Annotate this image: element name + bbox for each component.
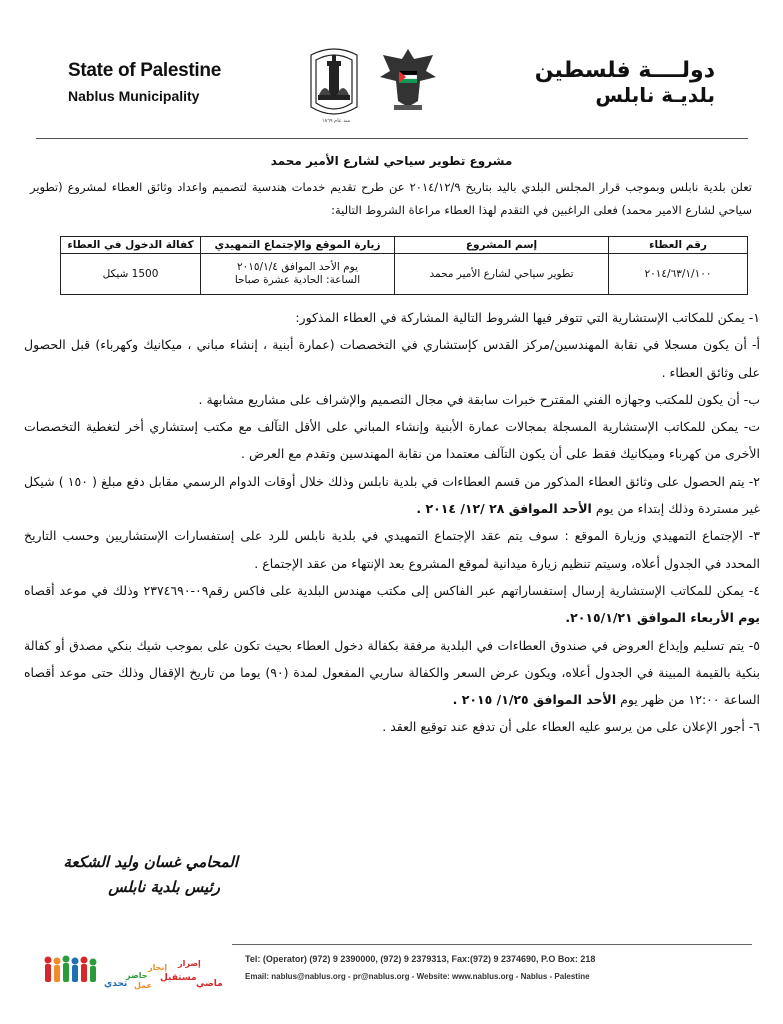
condition-1b: ب- أن يكون للمكتب وجهازه الفني المقترح خبرات سابقة في مجال التصميم والإشراف على مشاريع مشابهة . — [198, 391, 760, 407]
col-tender-number: رقم العطاء — [609, 237, 748, 254]
condition-3: ٣- الإجتماع التمهيدي وزيارة الموقع : سوف يتم عقد الإجتماع التمهيدي في بلدية نابلس للرد على إستفسارات الإستشاريين وحسب التاريخ المحدد في الجدول أعلاه، وسيتم تنظيم زيارة ميدانية لموقع المشروع بعد الإنتهاء من عقد الإجتماع . — [24, 528, 760, 571]
slogan-people-logo — [38, 952, 223, 992]
cell-site-visit — [201, 254, 395, 295]
palestine-eagle-emblem — [378, 45, 438, 115]
condition-4-date: يوم الأربعاء الموافق ٢٠١٥/١/٢١. — [565, 610, 760, 626]
slogan-word-future: مستقبل — [160, 973, 197, 983]
people-figures-icon — [45, 956, 97, 983]
signatory-name: المحامي غسان وليد الشكعة — [63, 853, 238, 871]
slogan-word-persistence: إصرار — [178, 959, 201, 968]
slogan-word-past: ماضي — [196, 979, 223, 989]
site-visit-time: الساعة: الحادية عشرة صباحا — [234, 274, 361, 286]
condition-1: ١- يمكن للمكاتب الإستشارية التي تتوفر فيها الشروط التالية المشاركة في العطاء المذكور: — [295, 310, 760, 325]
condition-1a: أ- أن يكون مسجلا في نقابة المهندسين/مركز القدس كإستشاري في التخصصات (عمارة أبنية ، إنشاء مباني ، ميكانيك وكهرباء) قبل الحصول على وثائق العطاء . — [24, 337, 760, 380]
slogan-word-challenge: تحدي — [104, 979, 128, 989]
intro-paragraph: تعلن بلدية نابلس وبموجب قرار المجلس البلدي باليد بتاريخ ٢٠١٤/١٢/٩ عن طرح تقديم خدمات هندسية لتصميم واعداد وثائق العطاء لمشروع (تطوير سياحي لشارع الامير محمد) فعلى الراغبين في التقدم لهذا العطاء مراعاة الشروط التالية: — [30, 180, 752, 217]
slogan-word-present: حاضر — [126, 971, 148, 980]
document-title: مشروع تطوير سياحي لشارع الأمير محمد — [270, 154, 513, 168]
condition-4 — [24, 577, 760, 632]
table-row — [61, 254, 748, 295]
header-english — [68, 60, 268, 104]
signature-block — [38, 850, 238, 900]
municipality-name-ar: بلديـة نابلس — [595, 83, 715, 107]
municipality-name-en: Nablus Municipality — [68, 88, 200, 104]
slogan-word-work: عمل — [134, 981, 152, 990]
tender-table — [60, 236, 748, 295]
condition-1c: ت- يمكن للمكاتب الإستشارية المسجلة بمجالات عمارة الأبنية وإنشاء المباني على الأقل التآلف مع مكتب إستشاري أخر لتغطية التخصصات الأخرى من كهرباء وميكانيك فقط على أن يكون التآلف معتمدا من نقابة المهندسين وتقدم مع العرض . — [24, 419, 760, 462]
condition-5-date: الأحد الموافق ١/٢٥/ ٢٠١٥ . — [452, 692, 617, 708]
signatory-position: رئيس بلدية نابلس — [108, 878, 220, 896]
condition-5 — [24, 632, 760, 714]
condition-2-date: الأحد الموافق ٢٨ /١٢/ ٢٠١٤ . — [416, 501, 592, 517]
table-header-row — [61, 237, 748, 254]
conditions-section — [24, 304, 760, 741]
col-bond: كفالة الدخول في العطاء — [61, 237, 201, 254]
nablus-seal-logo — [305, 45, 363, 123]
cell-bond: 1500 شيكل — [61, 254, 201, 295]
footer-contact-web: Email: nablus@nablus.org - pr@nablus.org - Website: www.nablus.org - Nablus - Palestine — [245, 972, 590, 981]
footer-contact-phone: Tel: (Operator) (972) 9 2390000, (972) 9 2379313, Fax:(972) 9 2374690, P.O Box: 218 — [245, 954, 596, 964]
cell-tender-number: ٢٠١٤/٦٣/١/١٠٠ — [609, 254, 748, 295]
header-divider — [36, 138, 748, 139]
col-project-name: إسم المشروع — [395, 237, 609, 254]
state-name-en: State of Palestine — [68, 60, 221, 81]
cell-project-name: تطوير سياحي لشارع الأمير محمد — [395, 254, 609, 295]
slogan-word-achievement: إنجاز — [148, 963, 168, 972]
state-name-ar: دولــــة فلسطين — [534, 58, 715, 83]
condition-4-text: ٤- يمكن للمكاتب الإستشارية إرسال إستفساراتهم عبر الفاكس إلى مكتب مهندس البلدية على فاكس رقم٠٩-٢٣٧٤٦٩٠ وذلك في موعد أقصاه — [24, 582, 760, 598]
col-site-visit: زيارة الموقع والإجتماع التمهيدي — [201, 237, 395, 254]
site-visit-date: يوم الأحد الموافق ٢٠١٥/١/٤ — [237, 261, 358, 273]
footer-divider — [232, 944, 752, 945]
condition-5-text: ٥- يتم تسليم وإيداع العروض في صندوق العطاءات في البلدية مرفقة بكفالة دخول العطاء بحيث تكون على بموجب شيك بنكي مصدق أو كفالة بنكية بالقيمة المبينة في الجدول أعلاه، ويكون عرض السعر والكفالة ساريي المفعول لمدة (٩٠) يوما من تاريخ الإقفال وذلك حتى موعد أقصاه الساعة ١٢:٠٠ من ظهر يوم — [24, 637, 760, 708]
condition-2 — [24, 468, 760, 523]
seal-caption: منذ عام ١٨٦٩ — [321, 118, 351, 124]
condition-2-text: ٢- يتم الحصول على وثائق العطاء المذكور من قسم العطاءات في بلدية نابلس وذلك خلال أوقات الدوام الرسمي مقابل دفع مبلغ ( ١٥٠ ) شيكل غير مستردة وذلك إبتداء من يوم — [24, 473, 760, 517]
condition-6: ٦- أجور الإعلان على من يرسو عليه العطاء على أن تدفع عند توقيع العقد . — [382, 719, 760, 735]
header-arabic — [515, 58, 715, 107]
